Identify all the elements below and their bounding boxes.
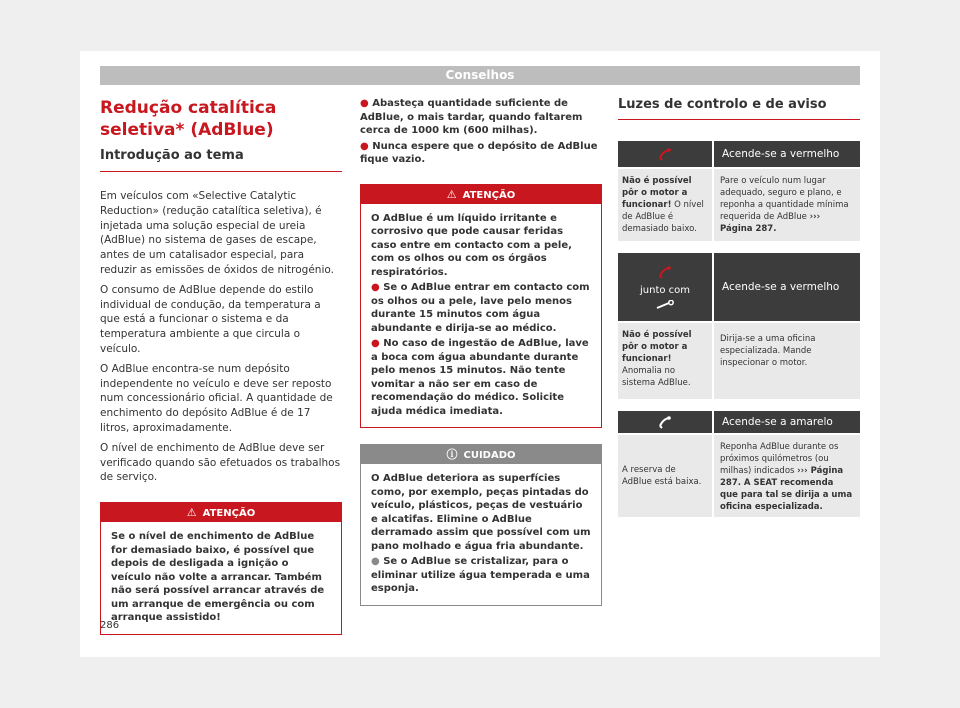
section-title: Luzes de controlo e de aviso <box>618 97 860 120</box>
indicator-cause: Não é possível pôr o motor a funcionar! Anomalia no sistema AdBlue. <box>618 323 714 399</box>
icon-combination-label: junto com <box>639 284 691 296</box>
warning-intro: O AdBlue é um líquido irritante e corrosivo que pode causar feridas caso entre em contacto com a pele, com os olhos ou com os órgãos respiratórios. <box>371 212 572 278</box>
warning-header <box>361 185 601 204</box>
indicator-icon-cell <box>618 411 714 433</box>
indicator-state: Acende-se a amarelo <box>722 416 833 428</box>
caution-intro: O AdBlue deteriora as superfícies como, por exemplo, peças pintadas do veículo, plásticos, peças de vestuário e alcatifas. Elimine o AdBlue derramado assim que possível com um pano molhado e água fria abundante. <box>371 473 591 552</box>
paragraph: O AdBlue encontra-se num depósito independente no veículo e deve ser reposto num concessionário oficial. A quantidade de enchimento do depósito AdBlue é de 17 litros, aproximadamente. <box>100 362 333 434</box>
indicator-state: Acende-se a vermelho <box>722 281 840 293</box>
indicator-action: Reponha AdBlue durante os próximos quilómetros (ou milhas) indicados ››› Página 287. A SEAT recomenda que para tal se dirija a uma oficina especializada. <box>720 442 853 512</box>
indicator-state: Acende-se a vermelho <box>722 148 840 160</box>
indicator-cause: A reserva de AdBlue está baixa. <box>618 435 714 517</box>
section-subtitle: Introdução ao tema <box>100 148 342 172</box>
paragraph: Em veículos com «Selective Catalytic Reduction» (redução catalítica seletiva), é injetada uma solução especial de ureia (AdBlue) no sistema de gases de escape, antes de um catalisador especial, para reduzir as emissões de óxidos de nitrogénio. <box>100 190 334 276</box>
bullet-item: ● Abasteça quantidade suficiente de AdBlue, o mais tardar, quando faltarem cerca de 1000 km (600 milhas). <box>360 98 583 136</box>
warning-box <box>100 502 342 635</box>
column-left <box>100 97 342 635</box>
indicator-row-body <box>618 433 860 517</box>
warning-header <box>101 503 341 522</box>
warning-triangle-icon: ⚠ <box>186 506 197 520</box>
caution-box <box>360 444 602 606</box>
indicator-action: Dirija-se a uma oficina especializada. Mande inspecionar o motor. <box>720 334 816 368</box>
indicator-icon-cell <box>618 253 714 321</box>
indicator-row-header <box>618 141 860 167</box>
indicator-row-header <box>618 253 860 321</box>
indicator-action: Pare o veículo num lugar adequado, seguro e plano, e reponha a quantidade mínima requerida de AdBlue ››› Página 287. <box>720 176 849 234</box>
bullet-item: ● Se o AdBlue entrar em contacto com os olhos ou a pele, lave pelo menos durante 15 minutos com água abundante e dirija-se ao médico. <box>371 282 590 334</box>
bullet-item: ● Se o AdBlue se cristalizar, para o eliminar utilize água temperada e uma esponja. <box>371 556 590 594</box>
caution-body <box>361 464 601 605</box>
chapter-title: Redução catalítica seletiva* (AdBlue) <box>100 98 277 140</box>
adblue-nozzle-icon <box>657 415 673 429</box>
indicator-cause: Não é possível pôr o motor a funcionar! O nível de AdBlue é demasiado baixo. <box>618 169 714 241</box>
bullet-item: ● Nunca espere que o depósito de AdBlue fique vazio. <box>360 140 598 165</box>
warning-box <box>360 184 602 429</box>
page-number: 286 <box>100 620 120 631</box>
adblue-nozzle-icon <box>657 265 673 279</box>
indicator-row-header <box>618 411 860 433</box>
info-circle-icon: ⓘ <box>446 448 458 461</box>
bullet-item: ● No caso de ingestão de AdBlue, lave a boca com água abundante durante pelo menos 15 minutos. Não tente vomitar a não ser em caso de recomendação do médico. Solicite ajuda médica imediata. <box>371 338 589 417</box>
warning-label: ATENÇÃO <box>202 508 256 520</box>
adblue-nozzle-icon <box>657 147 673 161</box>
warning-label: ATENÇÃO <box>462 189 516 201</box>
indicator-row-body <box>618 167 860 241</box>
warning-triangle-icon: ⚠ <box>446 187 457 201</box>
warning-text: Se o nível de enchimento de AdBlue for demasiado baixo, é possível que depois de desligada a ignição o veículo não volte a arrancar. Também não será possível arrancar através de um arranque de emergência ou com arranque assistido! <box>111 531 325 624</box>
paragraph: O nível de enchimento de AdBlue deve ser verificado quando são efetuados os trabalhos de serviço. <box>100 441 341 484</box>
paragraph: O consumo de AdBlue depende do estilo individual de condução, da temperatura a que está a funcionar o sistema e da temperatura ambiente a que circula o veículo. <box>100 283 321 355</box>
caution-label: CUIDADO <box>463 450 516 461</box>
indicator-row-body <box>618 321 860 399</box>
wrench-icon <box>655 300 675 310</box>
column-middle <box>360 97 602 606</box>
indicator-icon-cell <box>618 141 714 167</box>
section-header: Conselhos <box>100 66 860 85</box>
caution-header <box>361 445 601 464</box>
warning-body <box>361 204 601 428</box>
column-right <box>618 97 860 517</box>
